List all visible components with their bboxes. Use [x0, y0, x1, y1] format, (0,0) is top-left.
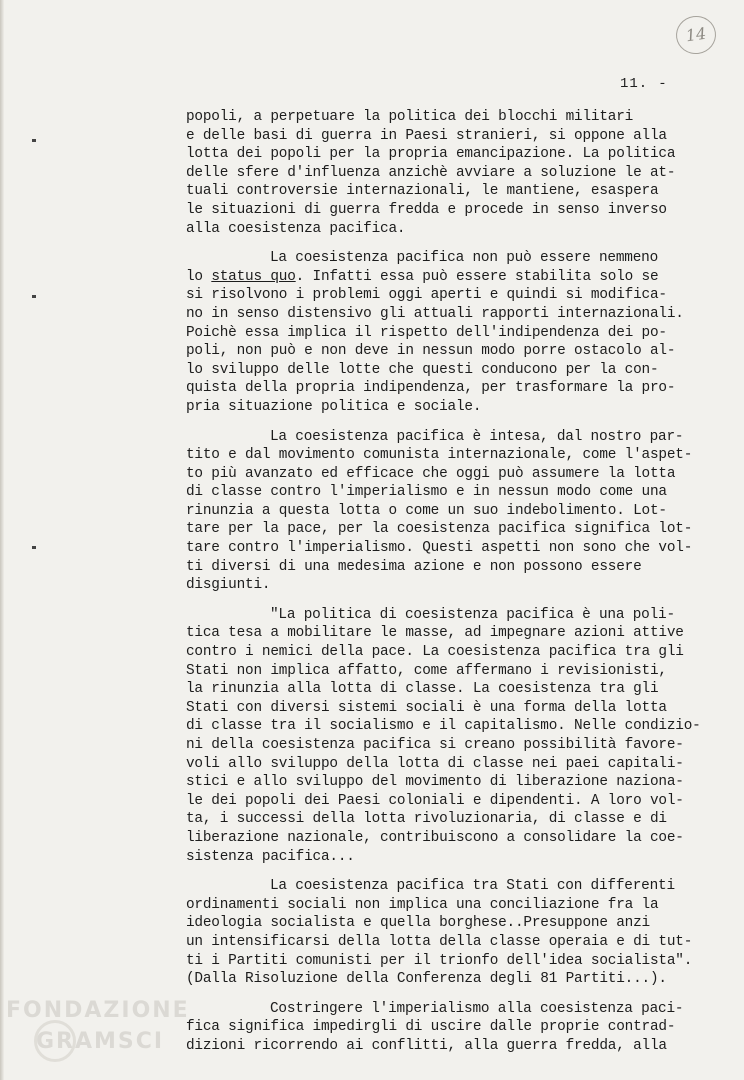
text-line: tica tesa a mobilitare le masse, ad impegnare azioni attive	[186, 625, 684, 642]
text-line: le situazioni di guerra fredda e procede in senso inverso	[186, 201, 667, 218]
text-line: tito e dal movimento comunista internazionale, come l'aspet-	[186, 447, 693, 464]
paragraph	[186, 877, 706, 989]
text-line: pria situazione politica e sociale.	[186, 398, 482, 415]
margin-mark	[32, 546, 36, 549]
text-line: un intensificarsi della lotta della classe operaia e di tut-	[186, 933, 693, 950]
watermark-line-2: GRAMSCI	[36, 1029, 165, 1054]
text-line: si risolvono i problemi oggi aperti e quindi si modifica-	[186, 287, 667, 304]
page-number-value: 11.	[620, 76, 649, 92]
page-number-dash: -	[658, 76, 668, 92]
watermark-circle	[34, 1020, 76, 1062]
archive-page-stamp-number: 14	[684, 23, 708, 46]
text-line: di classe tra il socialismo e il capitalismo. Nelle condizio-	[186, 718, 701, 735]
text-line: poli, non può e non deve in nessun modo porre ostacolo al-	[186, 343, 676, 360]
watermark-line-1: FONDAZIONE	[6, 998, 190, 1023]
paragraph	[186, 108, 706, 238]
text-line: la rinunzia alla lotta di classe. La coesistenza tra gli	[186, 681, 659, 698]
text-line: lo sviluppo delle lotte che questi conducono per la con-	[186, 361, 659, 378]
text-line: contro i nemici della pace. La coesistenza pacifica tra gli	[186, 644, 684, 661]
text-line: (Dalla Risoluzione della Conferenza degli 81 Partiti...).	[186, 971, 667, 988]
page-edge-shadow	[0, 0, 4, 1080]
text-line: disgiunti.	[186, 577, 271, 594]
text-line: La coesistenza pacifica tra Stati con differenti	[270, 878, 675, 895]
text-line: delle sfere d'influenza anzichè avviare a soluzione le at-	[186, 164, 676, 181]
text-line: ta, i successi della lotta rivoluzionaria, di classe e di	[186, 811, 667, 828]
text-line: Costringere l'imperialismo alla coesistenza paci-	[270, 1000, 684, 1017]
paragraph-gap	[186, 595, 706, 606]
text-line: quista della propria indipendenza, per trasformare la pro-	[186, 380, 676, 397]
text-line: tuali controversie internazionali, le mantiene, esaspera	[186, 183, 659, 200]
body-text	[186, 108, 706, 1056]
text-line: liberazione nazionale, contribuiscono a consolidare la coe-	[186, 829, 684, 846]
text-line: ni della coesistenza pacifica si creano possibilità favore-	[186, 737, 684, 753]
text-line: alla coesistenza pacifica.	[186, 220, 406, 237]
archive-watermark-logo	[6, 998, 190, 1054]
text-line: rinunzia a questa lotta o come un suo indebolimento. Lot-	[186, 502, 667, 519]
paragraph-gap	[186, 238, 706, 249]
text-line: ti i Partiti comunisti per il trionfo dell'idea socialista".	[186, 952, 693, 969]
typed-page-number	[620, 76, 668, 92]
text-line: ordinamenti sociali non implica una conciliazione fra la	[186, 896, 659, 913]
text-line: e delle basi di guerra in Paesi stranieri, si oppone alla	[186, 127, 667, 144]
archive-page-stamp	[674, 13, 719, 56]
text-line: ideologia socialista e quella borghese..Presuppone anzi	[186, 915, 650, 932]
underlined-term: status quo	[211, 268, 296, 285]
text-line: La coesistenza pacifica è intesa, dal nostro par-	[270, 428, 684, 445]
paragraph-gap	[186, 417, 706, 428]
paragraph-gap	[186, 989, 706, 1000]
text-line: le dei popoli dei Paesi coloniali e dipendenti. A loro vol-	[186, 792, 684, 809]
text-line: "La politica di coesistenza pacifica è una poli-	[270, 606, 675, 623]
text-line: popoli, a perpetuare la politica dei blocchi militari	[186, 109, 634, 125]
text-line: Poichè essa implica il rispetto dell'indipendenza dei po-	[186, 324, 667, 341]
text-line: lo status quo. Infatti essa può essere stabilita solo se	[186, 268, 659, 285]
text-line: sistenza pacifica...	[186, 848, 355, 865]
text-line: stici e allo sviluppo del movimento di liberazione naziona-	[186, 774, 684, 791]
margin-mark	[32, 295, 36, 298]
paragraph	[186, 1000, 706, 1056]
text-line: no in senso distensivo gli attuali rapporti internazionali.	[186, 305, 684, 322]
paragraph	[186, 606, 706, 866]
text-line: voli allo sviluppo della lotta di classe nei paei capitali-	[186, 755, 684, 772]
text-line: Stati non implica affatto, come affermano i revisionisti,	[186, 662, 667, 679]
text-line: ti diversi di una medesima azione e non possono essere	[186, 558, 642, 575]
text-line: tare per la pace, per la coesistenza pacifica significa lot-	[186, 521, 693, 538]
text-line: lotta dei popoli per la propria emancipazione. La politica	[186, 146, 676, 163]
text-line: dizioni ricorrendo ai conflitti, alla guerra fredda, alla	[186, 1037, 667, 1054]
paragraph	[186, 249, 706, 416]
text-line: fica significa impedirgli di uscire dalle proprie contrad-	[186, 1019, 676, 1036]
text-line: Stati con diversi sistemi sociali è una forma della lotta	[186, 699, 667, 716]
text-line: to più avanzato ed efficace che oggi può assumere la lotta	[186, 465, 676, 482]
text-line: tare contro l'imperialismo. Questi aspetti non sono che vol-	[186, 540, 693, 557]
paragraph	[186, 428, 706, 595]
paragraph-gap	[186, 866, 706, 877]
text-line: La coesistenza pacifica non può essere nemmeno	[270, 250, 659, 267]
margin-mark	[32, 139, 36, 142]
text-line: di classe contro l'imperialismo e in nessun modo come una	[186, 484, 667, 501]
